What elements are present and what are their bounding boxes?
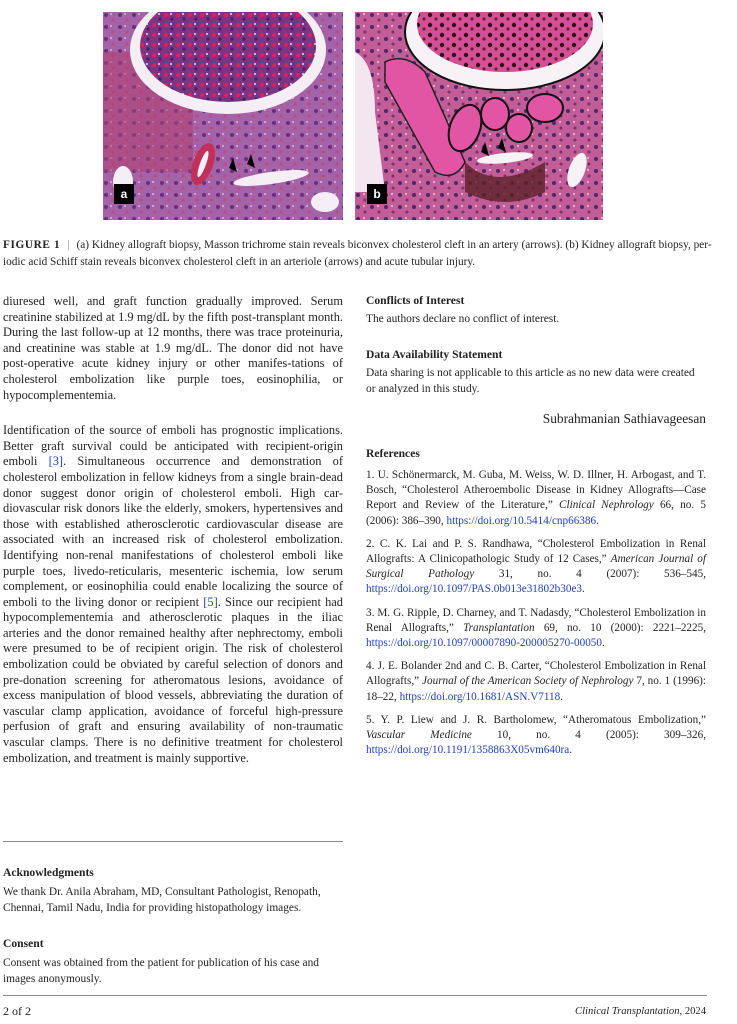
consent-heading: Consent — [3, 937, 44, 950]
conflicts-heading: Conflicts of Interest — [366, 294, 465, 307]
reference-details: 10, no. 4 (2005): 309–326, — [471, 729, 706, 742]
paragraph: diuresed well, and graft function gradually improved. Serum creatinine stabilized at 1.9 mg/dL by the fifth post-transplant month. During the last follow-up at 12 months, there was trace proteinuria, and creatinine was stable at 1.9 mg/dL. The donor did not have post-operative acute kidney injury or other manifes-tations of cholesterol embolization like purple toes, eosinophilia, or hypocomplementemia. — [3, 294, 343, 402]
figure-panel-b — [355, 12, 603, 220]
reference-details: 7, no. 1 (1996): 18–22, — [366, 675, 707, 703]
references-section — [366, 447, 706, 766]
reference-item — [366, 537, 706, 598]
footer-rule — [3, 995, 707, 996]
panel-label-a: a — [114, 184, 134, 204]
reference-item — [366, 468, 706, 529]
reference-journal: Journal of the American Society of Nephrology — [422, 675, 634, 688]
reference-end: . — [569, 744, 573, 757]
doi-link[interactable]: https://doi.org/10.5414/cnp66386 — [446, 514, 597, 527]
acknowledgments-text: We thank Dr. Anila Abraham, MD, Consultant Pathologist, Renopath, Chennai, Tamil Nadu, India for providing histopathology images. — [3, 886, 321, 914]
caption-separator: | — [67, 239, 70, 251]
conflicts-text: The authors declare no conflict of interest. — [366, 313, 560, 325]
reference-authors-title: 1. U. Schönermarck, M. Guba, M. Weiss, W. D. Illner, H. Arbogast, and T. Bosch, “Cholesterol Atheroembolic Disease in Kidney Allografts—Case Report and Review of the Literature,” — [366, 469, 706, 512]
doi-link[interactable]: https://doi.org/10.1191/1358863X05vm640ra — [366, 744, 570, 757]
reference-end: . — [582, 583, 585, 596]
reference-journal: Transplantation — [463, 621, 535, 634]
paragraph-text: . Simultaneous occurrence and demonstration of cholesterol embolization in fellow kidneys from a single brain-dead donor suggest donor origin of cholesterol emboli. High car-diovascular risk donors like the elderly, smokers, hypertensives and those with established atherosclerotic cardiovascular disease are associated with an increased risk of cholesterol embolization. Identifying non-renal manifestations of cholesterol emboli like purple toes, livedo-reticularis, mesenteric ischemia, low serum complement, or eosinophilia could enable localizing the source of emboli to the living donor or recipient — [3, 454, 343, 609]
journal-name: Clinical Transplantation — [575, 1006, 680, 1017]
reference-authors-title: 5. Y. P. Liew and J. R. Bartholomew, “Atheromatous Embolization,” — [366, 713, 706, 726]
reference-details: 66, no. 5 (2006): 386–390, — [366, 499, 706, 527]
consent-section — [3, 937, 343, 987]
panel-label-b: b — [367, 184, 387, 204]
reference-item — [366, 606, 706, 652]
figure-caption — [3, 237, 733, 271]
reference-list — [366, 468, 706, 758]
reference-journal: American Journal of Surgical Pathology — [366, 553, 706, 581]
consent-text: Consent was obtained from the patient for publication of his case and images anonymously. — [3, 957, 320, 985]
reference-journal: Vascular Medicine — [366, 729, 472, 742]
acknowledgments-section — [3, 866, 343, 916]
paragraph-text: . Since our recipient had hypocomplementemia and atherosclerotic plaques in the iliac arteries and the donor remained healthy after nephrectomy, emboli were presumed to be of recipient origin. The risk of cholesterol embolization could be obviated by careful selection of donors and pre-donation screening for atheromatous lesions, avoidance of excess manipulation of blood vessels, abbreviating the duration of vascular clamp application, avoidance of forceful high-pressure perfusion of graft and ensuring availability of non-traumatic vascular clamps. There is no definitive treatment for cholesterol embolization, and treatment is mainly supportive. — [3, 594, 343, 765]
reference-end: . — [596, 514, 599, 527]
data-availability-text: Data sharing is not applicable to this article as no new data were created or analyzed in this study. — [366, 367, 695, 395]
citation-link[interactable]: [5] — [203, 594, 218, 609]
citation-link[interactable]: [3] — [48, 454, 64, 469]
reference-authors-title: 3. M. G. Ripple, D. Charney, and T. Nadasdy, “Cholesterol Embolization in Renal Allografts,” — [366, 606, 706, 634]
doi-link[interactable]: https://doi.org/10.1681/ASN.V7118 — [399, 690, 561, 703]
reference-journal: Clinical Nephrology — [559, 499, 654, 512]
reference-authors-title: 4. J. E. Bolander 2nd and C. B. Carter, “Cholesterol Embolization in Renal Allografts,” — [366, 660, 706, 688]
histology-image-a — [103, 12, 343, 220]
doi-link[interactable]: https://doi.org/10.1097/PAS.0b013e31802b30e3 — [366, 583, 582, 596]
reference-item — [366, 713, 706, 759]
reference-end: . — [560, 690, 564, 703]
conflicts-section — [366, 294, 706, 328]
section-divider — [3, 841, 343, 842]
reference-details: 31, no. 4 (2007): 536–545, — [474, 568, 707, 581]
references-heading: References — [366, 447, 420, 460]
paragraph-text: Identification of the source of emboli has prognostic implications. Better graft survival could be anticipated with recipient-origin emboli — [3, 423, 343, 469]
reference-details: 69, no. 10 (2000): 2221–2225, — [534, 621, 706, 634]
doi-link[interactable]: https://doi.org/10.1097/00007890-200005270-00050 — [366, 637, 602, 650]
paragraph — [3, 423, 343, 766]
main-body-text — [3, 294, 343, 782]
caption-text: (a) Kidney allograft biopsy, Masson trichrome stain reveals biconvex cholesterol cleft in an artery (arrows). (b) Kidney allograft biopsy, per-iodic acid Schiff stain reveals biconvex cholesterol cleft in an arteriole (arrows) and acute tubular injury. — [3, 239, 712, 268]
data-availability-section — [366, 348, 706, 397]
reference-authors-title: 2. C. K. Lai and P. S. Randhawa, “Cholesterol Embolization in Renal Allografts: A Clinicopathologic Study of 12 Cases,” — [366, 537, 706, 566]
figure-panel-a — [103, 12, 343, 220]
reference-end: . — [601, 637, 605, 650]
author-signature: Subrahmanian Sathiavageesan — [542, 411, 706, 426]
reference-item — [366, 659, 706, 705]
figure-label: FIGURE 1 — [3, 239, 61, 251]
acknowledgments-heading: Acknowledgments — [3, 866, 94, 879]
journal-footer — [575, 1006, 706, 1017]
journal-year: , 2024 — [679, 1006, 706, 1017]
page-number: 2 of 2 — [3, 1004, 31, 1018]
data-availability-heading: Data Availability Statement — [366, 348, 503, 361]
histology-image-b — [355, 12, 603, 220]
